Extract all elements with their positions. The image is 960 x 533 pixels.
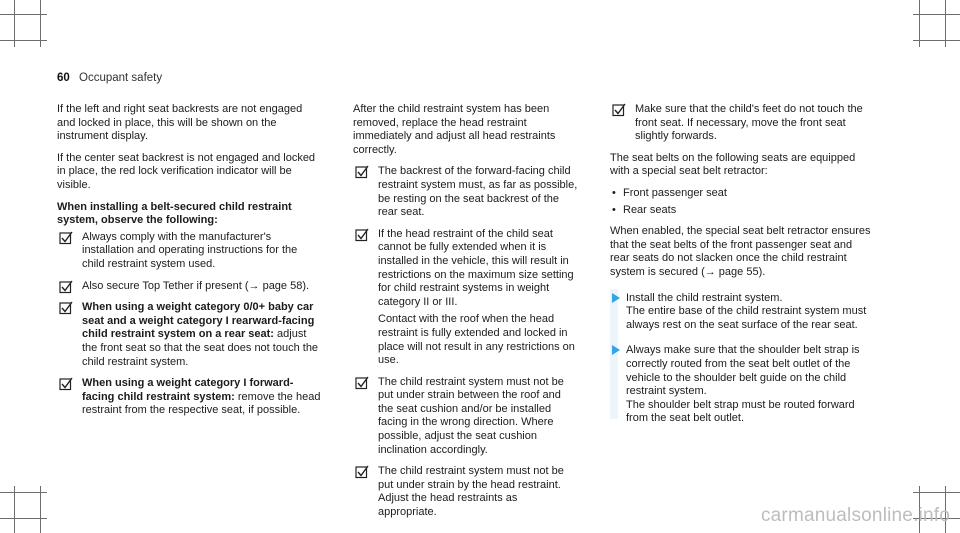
checklist-text: Contact with the roof when the head restraint is fully extended and locked in place will not result in any restrictions on use. <box>378 313 575 367</box>
paragraph: If the left and right seat backrests are not engaged and locked in place, this will be shown on the instrument display. <box>57 103 303 143</box>
triangle-arrow-icon <box>612 293 620 303</box>
checklist-item <box>57 280 322 294</box>
section-heading: When installing a belt-secured child restraint system, observe the following: <box>57 200 292 227</box>
paragraph: If the center seat backrest is not engaged and locked in place, the red lock verification indicator will be visible. <box>57 151 316 191</box>
triangle-arrow-icon <box>612 345 620 355</box>
crop-mark <box>0 518 47 519</box>
checkbox-icon <box>59 280 73 294</box>
checklist-item <box>57 301 322 369</box>
section-title: Occupant safety <box>79 72 163 84</box>
checklist-text: The backrest of the forward-facing child restraint system must, as far as possible, be resting on the seat backrest of the rear seat. <box>378 165 578 219</box>
crop-mark <box>14 486 15 533</box>
step-text: Always make sure that the shoulder belt strap is correctly routed from the seat belt outlet of the vehicle to the shoulder belt guide on the child restraint system. <box>626 344 860 398</box>
checkbox-icon <box>355 228 369 242</box>
checkbox-icon <box>59 231 73 245</box>
list-item-text: Front passenger seat <box>623 186 727 199</box>
checklist-item <box>610 103 872 144</box>
checklist-text: remove the head restraint from the respective seat, if possible. <box>82 390 321 417</box>
paragraph: The seat belts on the following seats are equipped with a special seat belt retractor: <box>610 151 856 178</box>
checklist-text: If the head restraint of the child seat cannot be fully extended when it is installed in the vehicle, this will result in restrictions on the maximum size setting for child restraint systems in weight category II or III. <box>378 227 574 308</box>
list-item <box>610 187 872 201</box>
step-result: The shoulder belt strap must be routed forward from the seat belt outlet. <box>626 398 855 425</box>
instruction-step <box>610 344 872 426</box>
crop-mark <box>0 492 47 493</box>
column-2 <box>353 103 578 528</box>
list-item-text: Rear seats <box>623 203 677 216</box>
column-1 <box>57 103 322 426</box>
checklist-item <box>57 377 322 418</box>
instruction-step <box>610 292 872 333</box>
paragraph: After the child restraint system has been removed, replace the head restraint immediately and adjust all head restraints correctly. <box>353 103 556 156</box>
checklist-bold-text: When using a weight category 0/0+ baby car seat and a weight category I rearward-facing child restraint system on a rear seat: <box>82 301 315 341</box>
checklist-bold-text: When using a weight category I forward-facing child restraint system: <box>82 377 294 403</box>
crop-mark <box>0 14 47 15</box>
bullet-icon: • <box>612 186 616 199</box>
checkbox-icon <box>355 465 369 479</box>
paragraph: When enabled, the special seat belt retractor ensures that the seat belts of the front passenger seat and rear seats do not slacken once the child restraint system is secured (→ page 55). <box>610 225 871 278</box>
crop-mark <box>40 486 41 533</box>
step-result: The entire base of the child restraint system must always rest on the seat surface of the rear seat. <box>626 305 867 331</box>
checkbox-icon <box>59 301 73 315</box>
checklist-item <box>353 465 578 519</box>
page-header <box>57 72 162 84</box>
checklist-text: The child restraint system must not be put under strain between the roof and the seat cushion and/or be installed facing in the wrong direction. Where possible, adjust the seat cushion inclination accordingly. <box>378 375 564 456</box>
crop-mark <box>913 40 960 41</box>
checklist-text: Make sure that the child's feet do not touch the front seat. If necessary, move the front seat slightly forwards. <box>635 103 863 143</box>
checklist-text: The child restraint system must not be put under strain by the head restraint. Adjust the head restraints as appropriate. <box>378 465 564 519</box>
crop-mark <box>0 40 47 41</box>
column-3 <box>610 103 872 434</box>
checklist-text: Always comply with the manufacturer's installation and operating instructions for the child restraint system used. <box>82 230 298 270</box>
watermark: carmanualsonline.info <box>760 505 950 526</box>
checklist-item <box>353 376 578 458</box>
checkbox-icon <box>355 165 369 179</box>
checklist-text: Also secure Top Tether if present (→ page 58). <box>82 279 310 292</box>
bullet-list <box>610 187 872 217</box>
checkbox-icon <box>59 377 73 391</box>
checkbox-icon <box>355 376 369 390</box>
step-text: Install the child restraint system. <box>626 291 783 304</box>
checklist-item <box>353 165 578 219</box>
checklist-item <box>353 228 578 368</box>
checkbox-icon <box>612 103 626 117</box>
bullet-icon: • <box>612 203 616 216</box>
crop-mark <box>913 492 960 493</box>
list-item <box>610 204 872 218</box>
checklist-item <box>57 231 322 272</box>
checklist-text: adjust the front seat so that the seat does not touch the child restraint system. <box>82 328 319 368</box>
crop-mark <box>913 14 960 15</box>
page-number: 60 <box>57 72 70 84</box>
